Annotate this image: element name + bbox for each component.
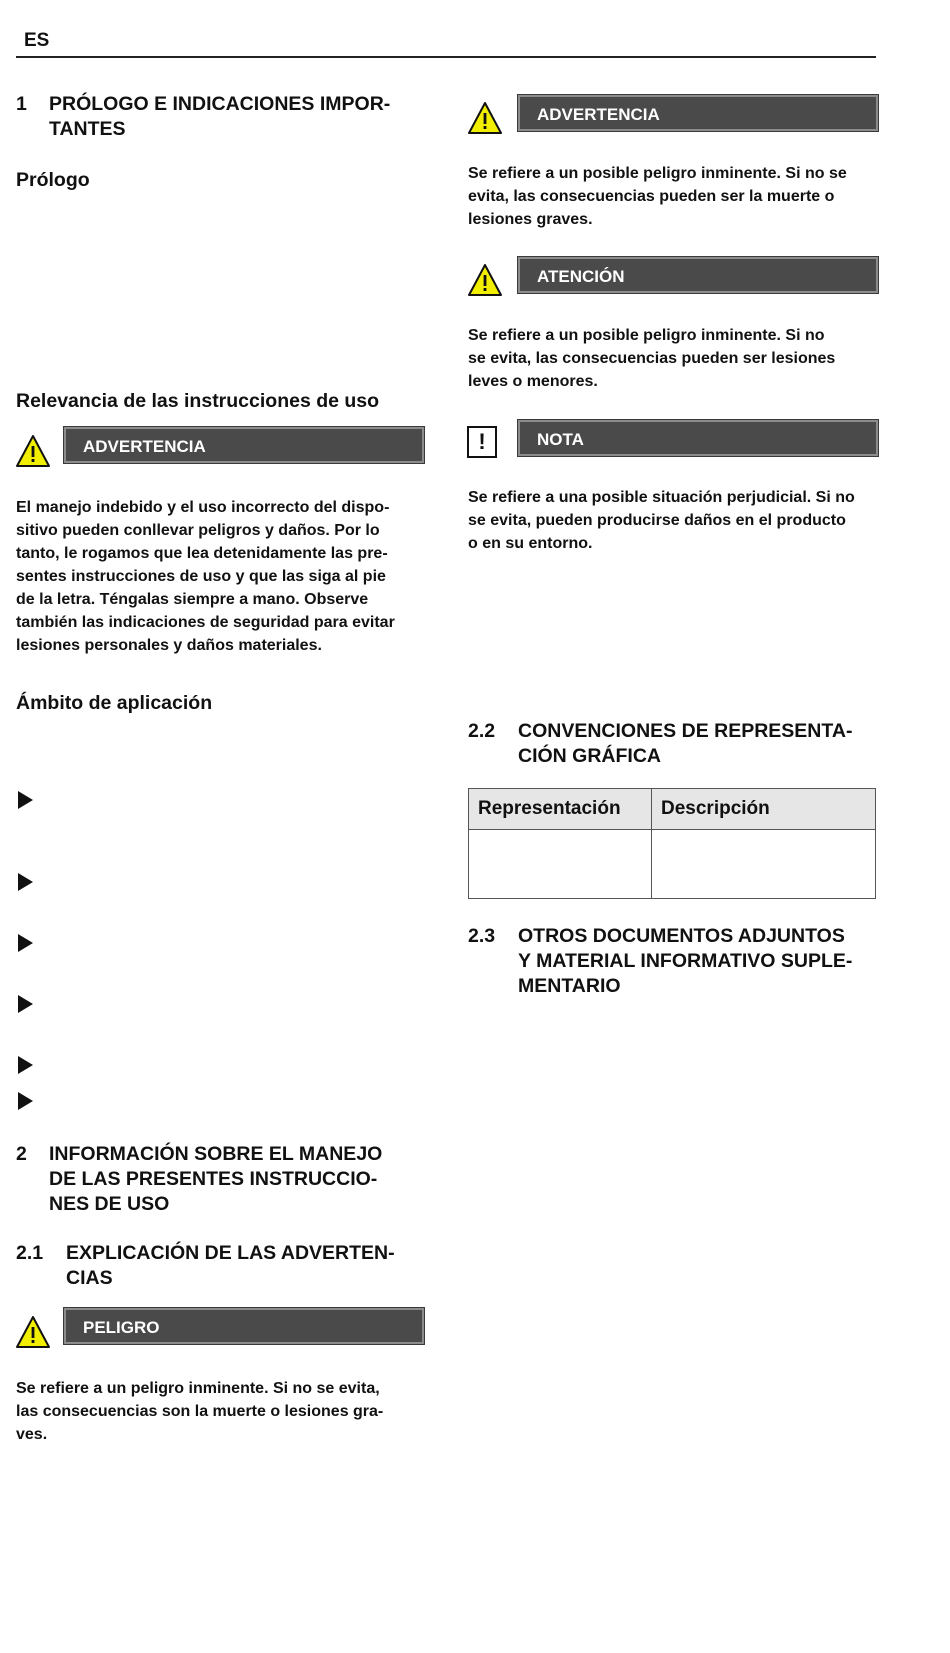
header-rule bbox=[16, 56, 876, 58]
nota-bar: NOTA bbox=[518, 420, 878, 456]
ambito-heading: Ámbito de aplicación bbox=[16, 692, 213, 714]
peligro-bar: PELIGRO bbox=[64, 1308, 424, 1344]
bullet-triangle-icon bbox=[18, 1056, 33, 1074]
peligro-paragraph: Se refiere a un peligro inminente. Si no se evita, las consecuencias son la muerte o lesiones gra- ves. bbox=[16, 1380, 384, 1443]
section-2-heading: 2 INFORMACIÓN SOBRE EL MANEJO DE LAS PRESENTES INSTRUCCIO- NES DE USO bbox=[16, 1143, 383, 1215]
bullet-triangle-icon bbox=[18, 995, 33, 1013]
atencion-bar: ATENCIÓN bbox=[518, 257, 878, 293]
table-cell bbox=[469, 830, 652, 899]
bullet-triangle-icon bbox=[18, 873, 33, 891]
table-header-descripcion: Descripción bbox=[652, 789, 876, 830]
bullet-triangle-icon bbox=[18, 934, 33, 952]
advertencia-bar: ADVERTENCIA bbox=[64, 427, 424, 463]
warning-triangle-icon bbox=[467, 263, 503, 297]
language-code: ES bbox=[24, 30, 50, 51]
warning-triangle-icon bbox=[467, 101, 503, 135]
nota-paragraph: Se refiere a una posible situación perjudicial. Si no se evita, pueden producirse daños en el producto o en su entorno. bbox=[468, 489, 855, 552]
section-2-3-heading: 2.3 OTROS DOCUMENTOS ADJUNTOS Y MATERIAL INFORMATIVO SUPLE- MENTARIO bbox=[468, 925, 853, 997]
advertencia-bar: ADVERTENCIA bbox=[518, 95, 878, 131]
warning-triangle-icon bbox=[15, 434, 51, 468]
table-header-representacion: Representación bbox=[469, 789, 652, 830]
prologo-heading: Prólogo bbox=[16, 169, 90, 191]
table-row bbox=[469, 830, 876, 899]
section-1-heading: 1 PRÓLOGO E INDICACIONES IMPOR- TANTES bbox=[16, 93, 391, 140]
table-cell bbox=[652, 830, 876, 899]
representation-table bbox=[468, 788, 876, 899]
bullet-triangle-icon bbox=[18, 791, 33, 809]
relevancia-heading: Relevancia de las instrucciones de uso bbox=[16, 390, 380, 412]
relevancia-paragraph: El manejo indebido y el uso incorrecto del dispo- sitivo pueden conllevar peligros y daños. Por lo tanto, le rogamos que lea detenidamente las pre- sentes instrucciones de uso y que las siga al pie de la letra. Téngalas siempre a mano. Observe también las indicaciones de seguridad para evitar lesiones personales y daños materiales. bbox=[16, 499, 395, 654]
bullet-triangle-icon bbox=[18, 1092, 33, 1110]
section-2-2-heading: 2.2 CONVENCIONES DE REPRESENTA- CIÓN GRÁFICA bbox=[468, 720, 853, 767]
atencion-paragraph: Se refiere a un posible peligro inminente. Si no se evita, las consecuencias pueden ser lesiones leves o menores. bbox=[468, 327, 836, 390]
advertencia-paragraph: Se refiere a un posible peligro inminente. Si no se evita, las consecuencias pueden ser la muerte o lesiones graves. bbox=[468, 165, 847, 228]
exclamation-box-icon: ! bbox=[467, 426, 497, 458]
section-2-1-heading: 2.1 EXPLICACIÓN DE LAS ADVERTEN- CIAS bbox=[16, 1242, 395, 1289]
warning-triangle-icon bbox=[15, 1315, 51, 1349]
